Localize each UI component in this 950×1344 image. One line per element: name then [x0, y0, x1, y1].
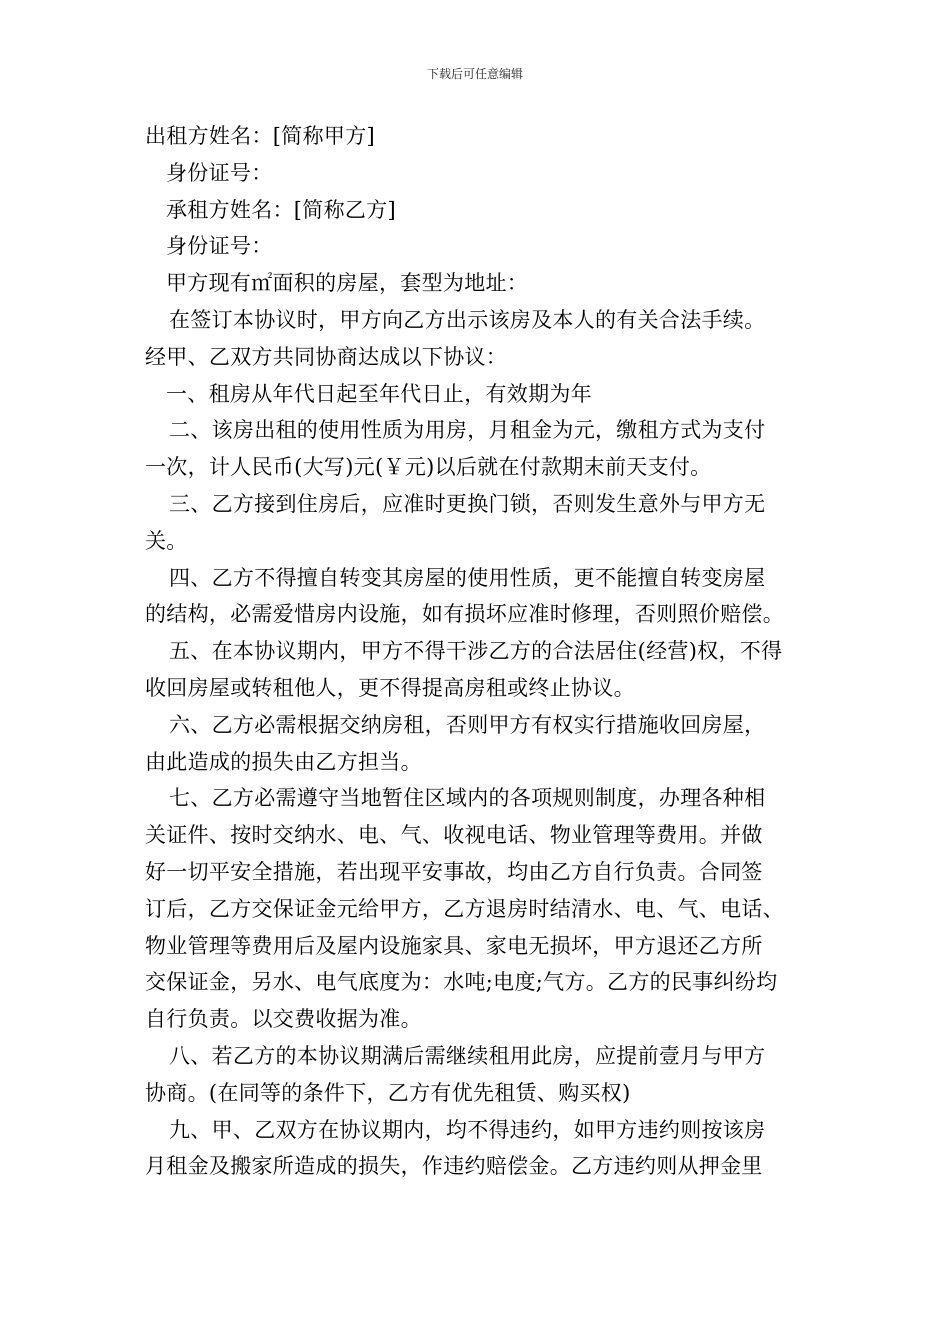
clause-7-line-3: 好一切平安全措施，若出现平安事故，均由乙方自行负责。合同签 [145, 859, 763, 884]
clause-6-line-1: 六、乙方必需根据交纳房租，否则甲方有权实行措施收回房屋， [169, 712, 766, 737]
lessee-id-line: 身份证号： [166, 234, 273, 259]
document-body [145, 118, 815, 1185]
preamble-line-2: 经甲、乙双方共同协商达成以下协议： [145, 344, 508, 369]
clause-7-line-6: 交保证金，另水、电气底度为：水吨;电度;气方。乙方的民事纠纷均 [145, 970, 778, 995]
clause-7-line-2: 关证件、按时交纳水、电、气、收视电话、物业管理等费用。并做 [145, 823, 763, 848]
lessor-name-line: 出租方姓名：[简称甲方] [145, 124, 375, 148]
clause-5-line-1: 五、在本协议期内，甲方不得干涉乙方的合法居住(经营)权，不得 [169, 639, 783, 664]
clause-4-line-1: 四、乙方不得擅自转变其房屋的使用性质，更不能擅自转变房屋 [169, 565, 766, 590]
clause-2-line-1: 二、该房出租的使用性质为用房，月租金为元，缴租方式为支付 [169, 418, 766, 443]
clause-3-line-2: 关。 [145, 528, 188, 553]
property-line: 甲方现有㎡面积的房屋，套型为地址： [166, 271, 529, 296]
clause-8-line-1: 八、若乙方的本协议期满后需继续租用此房，应提前壹月与甲方 [169, 1043, 766, 1068]
clause-4-line-2: 的结构，必需爱惜房内设施，如有损坏应准时修理，否则照价赔偿。 [145, 602, 784, 627]
clause-7-line-1: 七、乙方必需遵守当地暂住区域内的各项规则制度，办理各种相 [169, 786, 766, 811]
clause-8-line-2: 协商。(在同等的条件下，乙方有优先租赁、购买权) [145, 1080, 631, 1105]
clause-1-line-1: 一、租房从年代日起至年代日止，有效期为年 [166, 381, 592, 406]
clause-6-line-2: 由此造成的损失由乙方担当。 [145, 749, 422, 774]
clause-3-line-1: 三、乙方接到住房后，应准时更换门锁，否则发生意外与甲方无 [169, 491, 766, 516]
clause-9-line-1: 九、甲、乙双方在协议期内，均不得违约，如甲方违约则按该房 [169, 1117, 766, 1142]
clause-7-line-4: 订后，乙方交保证金元给甲方，乙方退房时结清水、电、气、电话、 [145, 896, 784, 921]
lessee-name-line: 承租方姓名：[简称乙方] [166, 197, 396, 222]
clause-7-line-7: 自行负责。以交费收据为准。 [145, 1007, 422, 1032]
page-header-note: 下载后可任意编辑 [426, 67, 523, 81]
clause-5-line-2: 收回房屋或转租他人，更不得提高房租或终止协议。 [145, 675, 635, 700]
clause-7-line-5: 物业管理等费用后及屋内设施家具、家电无损坏，甲方退还乙方所 [145, 933, 763, 958]
preamble-line-1: 在签订本协议时，甲方向乙方出示该房及本人的有关合法手续。 [169, 307, 766, 332]
clause-9-line-2: 月租金及搬家所造成的损失，作违约赔偿金。乙方违约则从押金里 [145, 1154, 763, 1179]
lessor-id-line: 身份证号： [166, 160, 273, 185]
clause-2-line-2: 一次，计人民币(大写)元(￥元)以后就在付款期末前天支付。 [145, 455, 712, 480]
